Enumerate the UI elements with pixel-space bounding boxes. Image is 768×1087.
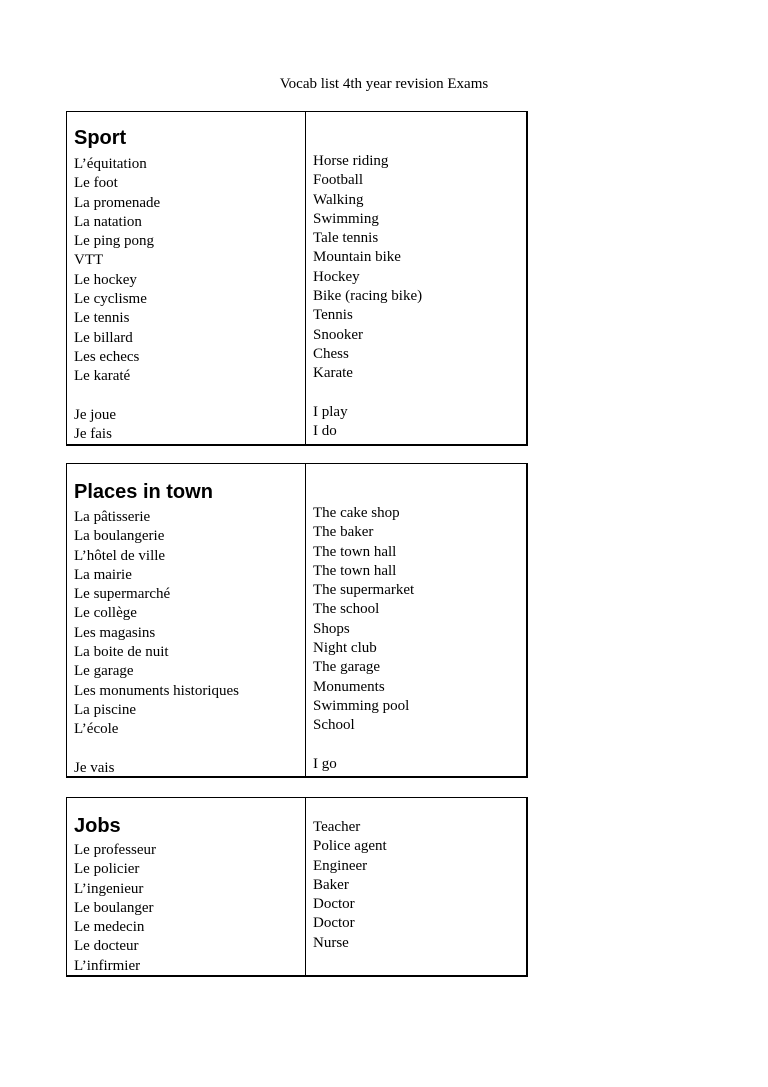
french-term: Le policier xyxy=(74,861,140,878)
english-verb: I go xyxy=(313,755,337,772)
page-title: Vocab list 4th year revision Exams xyxy=(279,76,489,92)
french-term: La promenade xyxy=(74,194,161,211)
english-term: Hockey xyxy=(313,268,360,285)
french-term: La boite de nuit xyxy=(74,644,169,661)
places-french-list xyxy=(74,508,302,778)
french-term: Le ping pong xyxy=(74,233,154,250)
column-divider xyxy=(305,798,306,975)
english-term: Police agent xyxy=(313,838,387,855)
french-term: Le medecin xyxy=(74,919,145,936)
french-term: L’école xyxy=(74,721,119,738)
french-verb: Je fais xyxy=(74,426,112,443)
french-term: VTT xyxy=(74,252,104,269)
french-term: Le docteur xyxy=(74,938,139,955)
english-term: The school xyxy=(313,601,380,618)
english-term: Monuments xyxy=(313,678,385,695)
french-term: L’ingenieur xyxy=(74,880,144,897)
french-term: Le professeur xyxy=(74,842,157,858)
column-divider xyxy=(305,112,306,444)
section-heading-sport: Sport xyxy=(74,127,127,149)
english-term: Baker xyxy=(313,876,349,893)
english-term: Walking xyxy=(313,191,364,208)
french-verb: Je vais xyxy=(74,759,115,776)
english-term: The town hall xyxy=(313,543,397,560)
french-term: L’infirmier xyxy=(74,957,141,974)
french-verb: Je joue xyxy=(74,406,117,423)
english-term: Night club xyxy=(313,640,377,657)
french-term: Le cyclisme xyxy=(74,291,147,308)
french-term: Le hockey xyxy=(74,271,137,288)
english-term: Teacher xyxy=(313,819,361,835)
english-term: Doctor xyxy=(313,896,355,913)
english-term: Bike (racing bike) xyxy=(313,288,423,305)
french-term: Les magasins xyxy=(74,624,156,641)
english-term: Doctor xyxy=(313,915,355,932)
english-term: Engineer xyxy=(313,857,368,874)
jobs-english-column xyxy=(313,818,523,953)
french-term: Le tennis xyxy=(74,310,130,327)
english-verb: I do xyxy=(313,423,337,440)
french-term: Le karaté xyxy=(74,368,131,385)
french-term: Le boulanger xyxy=(74,899,154,916)
french-term: L’hôtel de ville xyxy=(74,547,166,564)
sport-english-column xyxy=(313,152,523,441)
french-term: La natation xyxy=(74,213,142,230)
french-term: La pâtisserie xyxy=(74,509,151,525)
section-heading-jobs: Jobs xyxy=(74,815,121,837)
places-in-town-table xyxy=(66,463,528,778)
french-term: Le billard xyxy=(74,329,133,346)
english-term: Mountain bike xyxy=(313,249,401,266)
french-term: Le garage xyxy=(74,663,134,680)
jobs-french-column xyxy=(74,814,302,976)
english-term: Swimming xyxy=(313,210,379,227)
english-term: The supermarket xyxy=(313,582,415,599)
english-term: Horse riding xyxy=(313,153,389,169)
english-term: Snooker xyxy=(313,326,363,343)
english-term: The baker xyxy=(313,524,374,541)
english-term: School xyxy=(313,717,355,734)
english-term: Tale tennis xyxy=(313,230,379,247)
french-term: Les echecs xyxy=(74,348,140,365)
french-term: Le collège xyxy=(74,605,137,622)
english-term: Tennis xyxy=(313,307,353,324)
english-term: Chess xyxy=(313,345,349,362)
english-term: Karate xyxy=(313,365,353,382)
english-term: Shops xyxy=(313,620,350,637)
english-term: Nurse xyxy=(313,934,349,951)
column-divider xyxy=(305,464,306,776)
french-term: La piscine xyxy=(74,701,137,718)
jobs-table xyxy=(66,797,528,977)
english-term: The town hall xyxy=(313,562,397,579)
section-heading-places-in-town: Places in town xyxy=(74,481,213,503)
sport-french-column xyxy=(74,126,302,444)
french-term: Le supermarché xyxy=(74,586,171,603)
french-term: La mairie xyxy=(74,566,132,583)
english-term: The garage xyxy=(313,659,381,676)
french-term: Le foot xyxy=(74,175,118,192)
sport-french-list xyxy=(74,155,302,444)
english-term: Swimming pool xyxy=(313,697,410,714)
english-term: Football xyxy=(313,172,364,189)
french-term: Les monuments historiques xyxy=(74,682,239,699)
english-verb: I play xyxy=(313,403,348,420)
places-english-column xyxy=(313,504,523,774)
french-term: La boulangerie xyxy=(74,528,165,545)
sport-table xyxy=(66,111,528,446)
places-french-column xyxy=(74,480,302,778)
english-term: The cake shop xyxy=(313,505,400,521)
jobs-french-list xyxy=(74,841,302,976)
french-term: L’équitation xyxy=(74,156,147,172)
